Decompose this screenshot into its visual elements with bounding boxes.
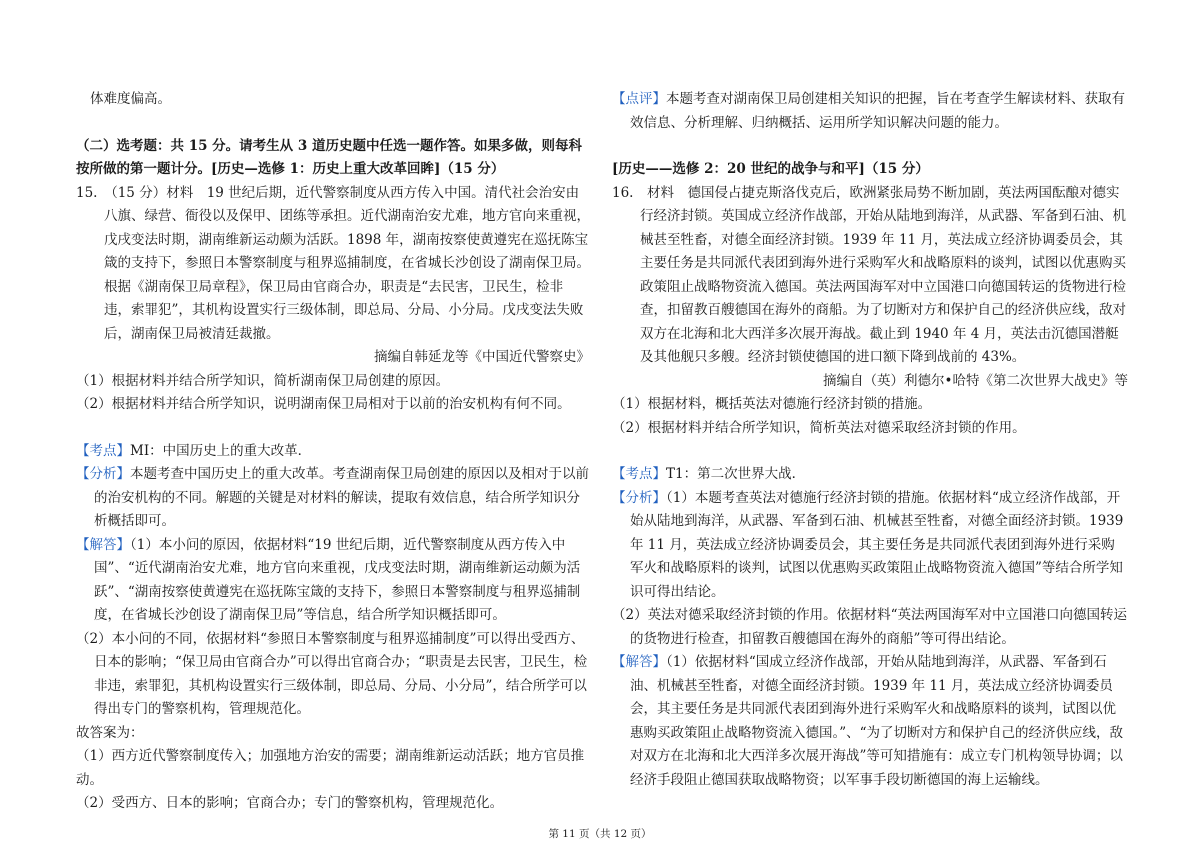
section-title-elective-2: [历史——选修 2：20 世纪的战争与和平]（15 分） — [612, 161, 929, 177]
dianping-tag: 【点评】 — [612, 91, 666, 107]
fenxi-tag: 【分析】 — [76, 466, 130, 482]
kaodian-block-16 — [612, 463, 1128, 487]
page-footer: 第 11 页（共 12 页） — [548, 828, 652, 840]
jieda-block-16 — [612, 651, 1128, 792]
jieda-text-16: （1）依据材料“国成立经济作战部，开始从陆地到海洋，从武器、军备到石油、机械甚至牲畜，对德全面经济封锁。1939 年 11 月，英法成立经济协调委员会，其主要任务是共同派代表团到海外进行采购军火和战略原料的谈判，试图以优惠购买政策阻止战略物资流入德国。”、“为了切断对方和保护自己的经济供应线，敌对双方在北海和北大西洋多次展开海战”等可知措施有：成立专门机构领导协调；以经济手段阻止德国获取战略物资；以军事手段切断德国的海上运输线。 — [630, 654, 1124, 788]
kaodian-text: MI：中国历史上的重大改革． — [130, 442, 312, 459]
question-15-sub1: （1）根据材料并结合所学知识，简析湖南保卫局创建的原因。 — [76, 372, 450, 389]
jieda-tag: 【解答】 — [76, 536, 130, 553]
dianping-block — [612, 88, 1128, 135]
jieda-part-2: （2）本小问的不同，依据材料“参照日本警察制度与租界巡捕制度”可以得出受西方、日本的影响；“保卫局由官商合办”可以得出官商合办；“职责是去民害，卫民生，检非违，索罪犯，其机构设置实行三级体制，即总局、分局、小分局”，结合所学可以得出专门的警察机构，管理规范化。 — [76, 630, 588, 717]
question-16-sub1: （1）根据材料，概括英法对德施行经济封锁的措施。 — [612, 396, 932, 412]
jieda-block — [76, 534, 590, 628]
fenxi-text: 本题考查中国历史上的重大改革。考查湖南保卫局创建的原因以及相对于以前的治安机构的不同。解题的关键是对材料的解读，提取有效信息，结合所学知识分析概括即可。 — [94, 466, 589, 529]
question-15-body: 15. （15 分）材料 19 世纪后期，近代警察制度从西方传入中国。清代社会治安由八旗、绿营、衙役以及保甲、团练等承担。近代湖南治安尤难，地方官向来重视，戊戌变法时期，湖南维新运动颇为活跃。1898 年，湖南按察使黄遵宪在巡抚陈宝箴的支持下，参照日本警察制度与租界巡捕制度，在省城长沙创设了湖南保卫局。根据《湖南保卫局章程》，保卫局由官商合办，职责是“去民害，卫民生，检非违，索罪犯”，其机构设置实行三级体制，即总局、分局、小分局。戊戌变法失败后，湖南保卫局被清廷裁撤。 — [76, 184, 590, 342]
kaodian-tag: 【考点】 — [76, 442, 130, 459]
right-column — [612, 88, 1128, 792]
left-column — [76, 88, 590, 816]
fenxi-part-2-16: （2）英法对德采取经济封锁的作用。依据材料“英法两国海军对中立国港口向德国转运的货物进行检查，扣留教百艘德国在海外的商船”等可得出结论。 — [612, 607, 1127, 647]
fenxi-block — [76, 463, 590, 534]
continued-text: 体难度偏高。 — [90, 91, 171, 107]
question-16-source: 摘编自（英）利德尔•哈特《第二次世界大战史》等 — [823, 372, 1128, 389]
jieda-tag-16: 【解答】 — [612, 654, 666, 670]
question-16-sub2: （2）根据材料并结合所学知识，简析英法对德采取经济封锁的作用。 — [612, 419, 1026, 436]
section-title-elective-1: （二）选考题：共 15 分。请考生从 3 道历史题中任选一题作答。如果多做，则每科按所做的第一题计分。[历史—选修 1：历史上重大改革回眸]（15 分） — [76, 137, 582, 177]
answer-label: 故答案为： — [76, 724, 144, 741]
question-15-source: 摘编自韩延龙等《中国近代警察史》 — [374, 349, 590, 365]
fenxi-block-16 — [612, 487, 1128, 605]
kaodian-tag-16: 【考点】 — [612, 466, 666, 482]
fenxi-tag-16: 【分析】 — [612, 489, 666, 506]
jieda-text: （1）本小问的原因，依据材料“19 世纪后期，近代警察制度从西方传入中国”、“近代湖南治安尤难，地方官向来重视，戊戌变法时期，湖南维新运动颇为活跃”、“湖南按察使黄遵宪在巡抚陈宝箴的支持下，参照日本警察制度与租界巡捕制度，在省城长沙创设了湖南保卫局”等信息，结合所学知识概括即可。 — [94, 536, 581, 623]
answer-1: （1）西方近代警察制度传入；加强地方治安的需要；湖南维新运动活跃；地方官员推动。 — [76, 748, 585, 788]
fenxi-text-16: （1）本题考查英法对德施行经济封锁的措施。依据材料“成立经济作战部，开始从陆地到海洋，从武器、军备到石油、机械甚至牲畜，对德全面经济封锁。1939 年 11 月，英法成立经济协调委员会，其主要任务是共同派代表团到海外进行采购军火和战略原料的谈判，试图以优惠购买政策阻止战略物资流入德国”等结合所学知识可得出结论。 — [630, 489, 1124, 600]
question-15-sub2: （2）根据材料并结合所学知识，说明湖南保卫局相对于以前的治安机构有何不同。 — [76, 396, 571, 412]
dianping-text: 本题考查对湖南保卫局创建相关知识的把握，旨在考查学生解读材料、获取有效信息、分析理解、归纳概括、运用所学知识解决问题的能力。 — [630, 91, 1125, 131]
kaodian-block — [76, 440, 590, 464]
question-16-body: 16. 材料 德国侵占捷克斯洛伐克后，欧洲紧张局势不断加剧，英法两国酝酿对德实行经济封锁。英国成立经济作战部，开始从陆地到海洋，从武器、军备到石油、机械甚至牲畜，对德全面经济封锁。1939 年 11 月，英法成立经济协调委员会，其主要任务是共同派代表团到海外进行采购军火和战略原料的谈判，试图以优惠购买政策阻止战略物资流入德国。英法两国海军对中立国港口向德国转运的货物进行检查，扣留教百艘德国在海外的商船。为了切断对方和保护自己的经济供应线，敌对双方在北海和北大西洋多次展开海战。截止到 1940 年 4 月，英法击沉德国潜艇及其他舰只多艘。经济封锁使德国的进口额下降到战前的 43%。 — [612, 184, 1126, 365]
answer-2: （2）受西方、日本的影响；官商合办；专门的警察机构，管理规范化。 — [76, 795, 504, 811]
kaodian-text-16: T1：第二次世界大战． — [666, 466, 806, 482]
